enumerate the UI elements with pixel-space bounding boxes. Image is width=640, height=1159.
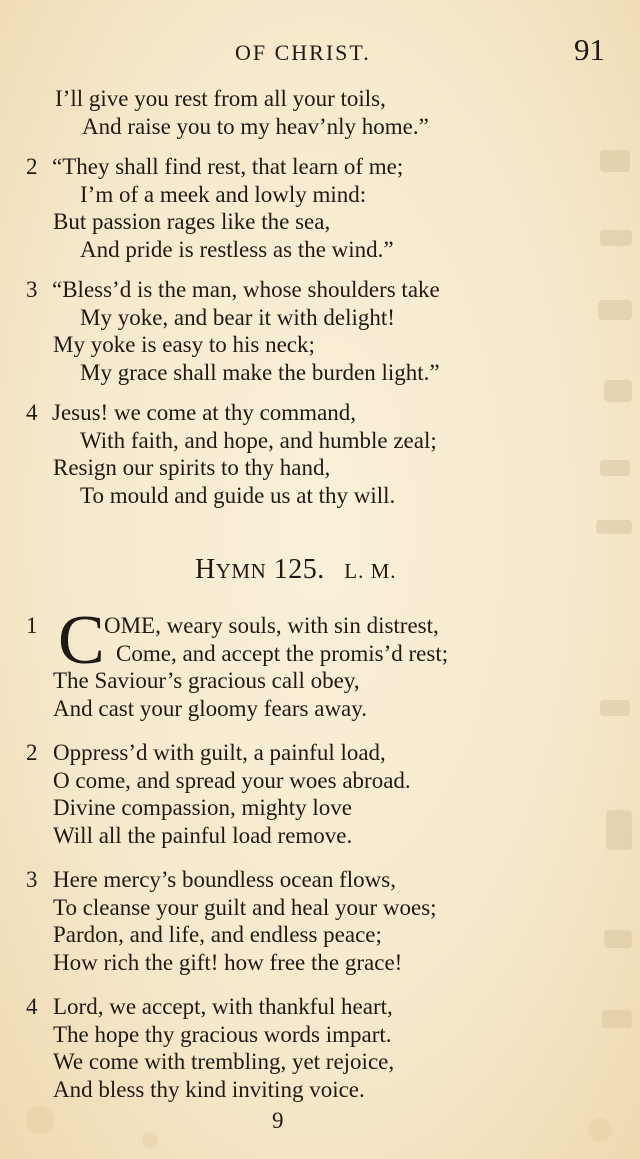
verse-line: Will all the painful load remove. — [53, 823, 353, 848]
verse-number: 3 — [26, 277, 38, 302]
verse-line: My yoke is easy to his neck; — [53, 332, 315, 357]
verse-line: To cleanse your guilt and heal your woes; — [53, 895, 437, 920]
verse-line: With faith, and hope, and humble zeal; — [80, 428, 437, 453]
verse-line: I’ll give you rest from all your toils, — [55, 86, 386, 111]
verse-number: 4 — [26, 994, 38, 1019]
verse-line: But passion rages like the sea, — [53, 209, 331, 234]
verse-number: 3 — [26, 867, 38, 892]
verse-line: O come, and spread your woes abroad. — [53, 768, 411, 793]
verse-line: Lord, we accept, with thankful heart, — [53, 994, 393, 1019]
verse-line: How rich the gift! how free the grace! — [53, 950, 403, 975]
verse-line: “Bless’d is the man, whose shoulders take — [52, 277, 440, 302]
verse-line: And pride is restless as the wind.” — [80, 237, 394, 262]
verse-line: Oppress’d with guilt, a painful load, — [53, 740, 386, 765]
verse-line: The hope thy gracious words impart. — [53, 1022, 392, 1047]
verse-line: My yoke, and bear it with delight! — [80, 305, 395, 330]
signature-mark: 9 — [272, 1108, 284, 1133]
page-number: 91 — [574, 32, 605, 67]
hymn-meter: L. M. — [344, 559, 397, 583]
verse-line: Come, and accept the promis’d rest; — [116, 641, 449, 666]
hymn-title — [195, 554, 397, 586]
verse-line: The Saviour’s gracious call obey, — [53, 668, 360, 693]
verse-line: And raise you to my heav’nly home.” — [82, 114, 429, 139]
verse-line: Jesus! we come at thy command, — [52, 400, 357, 425]
verse-line: And cast your gloomy fears away. — [53, 696, 368, 721]
verse-line: To mould and guide us at thy will. — [80, 483, 396, 508]
running-title: OF CHRIST. — [235, 40, 371, 65]
verse-number: 1 — [26, 613, 38, 638]
verse-number: 2 — [26, 740, 38, 765]
verse-line: Pardon, and life, and endless peace; — [53, 922, 382, 947]
drop-cap: C — [58, 602, 105, 679]
verse-line: I’m of a meek and lowly mind: — [80, 182, 367, 207]
verse-number: 2 — [26, 154, 38, 179]
verse-line: Divine compassion, mighty love — [53, 795, 352, 820]
verse-line: My grace shall make the burden light.” — [80, 360, 440, 385]
verse-line: Resign our spirits to thy hand, — [53, 455, 331, 480]
hymn-number: 125. — [273, 554, 325, 585]
verse-line: OME, weary souls, with sin distrest, — [104, 613, 439, 638]
verse-line: Here mercy’s boundless ocean flows, — [53, 867, 396, 892]
verse-line: And bless thy kind inviting voice. — [53, 1077, 365, 1102]
verse-line: We come with trembling, yet rejoice, — [53, 1049, 395, 1074]
hymn-title-word: YMN — [215, 559, 267, 583]
hymn-title-initial: H — [195, 554, 216, 585]
verse-line: “They shall find rest, that learn of me; — [52, 154, 404, 179]
verse-number: 4 — [26, 400, 38, 425]
